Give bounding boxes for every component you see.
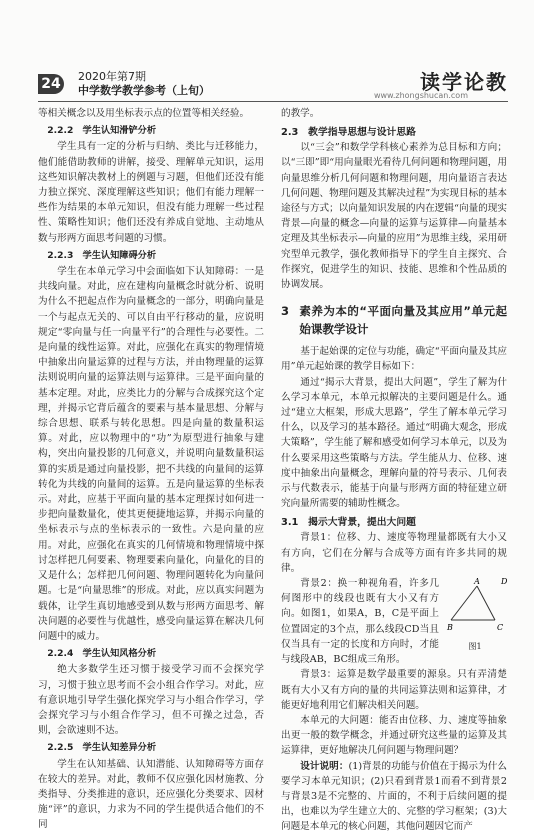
paragraph: 本单元的大问题：能否由位移、力、速度等抽象出更一般的数学概念，并通过研究这些量的运算及其运算律，更好地解决几何问题与物理问题？ [281,714,507,757]
design-label: 设计说明： [300,760,349,772]
paragraph: 背景3：运算是数学最重要的源泉。只有弄清楚既有大小又有方向的量的共同运算法则和运算律，才能更好地利用它们解决相关问题。 [281,669,507,711]
paragraph: 通过“揭示大背景，提出大问题”，学生了解为什么学习本单元，本单元拟解决的主要问题是什么。通过“建立大框架，形成大思路”，学生了解本单元学习什么，以及学习的基本路径。通过“明确大观念，形成大策略”，学生能了解和感受如何学习本单元，以及为什么要采用这些策略与方法。学生能从力、位移、速度中抽象出向量概念，理解向量的符号表示、几何表示与代数表示，能基于向量与形两方面的特征建立研究向量所需要的辅助性概念。 [281,376,507,510]
label-b: B [447,623,453,633]
right-column [281,106,507,835]
label-a: A [474,577,480,587]
section-heading: 3.1 揭示大背景，提出大问题 [281,517,416,529]
figure-caption: 图1 [468,642,482,652]
paragraph: 以“三会”和数学学科核心素养为总目标和方向；以“三即”即“用向量眼光看待几何问题和物理问题，用向量思维分析几何问题和物理问题，用向量语言表达几何问题、物理问题及其解决过程”为实现目标的基本途径与方式；以向量知识发展的内在逻辑“向量的现实背景—向量的概念—向量的运算与运算律—向量基本定理及其坐标表示—向量的应用”为思维主线，采用研究型单元教学，强化教师指导下的学生自主探究、合作探究，促进学生的知识、技能、思维和个性品质的协调发展。 [281,142,507,291]
subsection-heading: 2.2.2 学生认知滑铲分析 [47,125,157,137]
paragraph: 学生在认知基础、认知潜能、认知障碍等方面存在较大的差异。对此，教师不仅应强化因材施教、分类指导、分类推进的意识，还应强化分类要求、因材施“评”的意识，力求为不同的学生提供适合他们的不同 [38,758,264,831]
section-title-text: 素养为本的“平面向量及其应用”单元起始课教学设计 [299,304,507,337]
journal-name: 中学数学教学参考（上旬） [78,84,210,97]
design-text: (1)背景的功能与价值在于揭示为什么要学习本单元知识；(2)只看到背景1而看不到背景2与背景3是不完整的、片面的，不利于后续问题的提出，也难以为学生建立大的、完整的学习框架；(3)大问题是本单元的核心问题，其他问题因它而产 [281,760,508,833]
section-heading: 2.3 教学指导思想与设计思路 [281,127,416,139]
paragraph: 背景2：换一种视角看，许多几何图形中的线段也既有大小又有方向。如图1，如果A，B，C是平面上位置固定的3个点，那么线段CD当且仅当具有一定的长度和方向时，才能与线段AB，BC组成三角形。 [281,578,439,666]
figure-1 [443,576,507,654]
paragraph: 学生在本单元学习中会面临如下认知障碍：一是共线向量。对此，应在建构向量概念时就分析、说明为什么不把起点作为向量概念的一部分，明确向量是一个与起点无关的、可以自由平行移动的量，应说明规定“零向量与任一向量平行”的合理性与必要性。二是向量的线性运算。对此，应强化在真实的物理情境中抽象出向量运算的过程与方法，并由物理量的运算法则说明向量的运算法则与运算律。三是平面向量的基本定理。对此，应类比力的分解与合成探究这个定理，并揭示它背后蕴含的要素与基本量思想、分解与综合思想、联系与转化思想。四是向量的数量积运算。对此，应以物理中的“功”为原型进行抽象与建构，突出向量投影的几何意义，并说明向量数量积运算的实质是通过向量投影，把不共线的向量间的运算转化为共线的向量间的运算。五是向量运算的坐标表示。对此，应基于平面向量的基本定理探讨如何进一步把向量数量化，使其更便捷地运算，并揭示向量的坐标表示与点的坐标表示的一致性。六是向量的应用。对此，应强化在真实的几何情境和物理情境中探讨怎样把几何要素、物理要素向量化，向量化的目的又是什么；怎样把几何问题、物理问题转化为向量问题。七是“向量思维”的形成。对此，应以真实问题为载体，让学生真切地感受到从数与形两方面思考、解决问题的必要性与优越性，感受向量运算在解决几何问题中的威力。 [38,266,264,642]
journal-url: www.zhongshucan.com [373,91,468,100]
paragraph: 背景1：位移、力、速度等物理量都既有大小又有方向，它们在分解与合成等方面有许多共同的规律。 [281,532,507,574]
issue-label: 2020年第7期 [78,70,146,83]
page-header [38,64,508,104]
triangle-figure [443,576,507,634]
paragraph: 绝大多数学生还习惯于接受学习而不会探究学习，习惯于独立思考而不会小组合作学习。对此，应有意识地引导学生强化探究学习与小组合作学习，学会探究学习与小组合作学习，但不可操之过急，否则，会欲速则不达。 [38,664,264,737]
figure-block [281,576,507,667]
label-c: C [497,623,504,633]
column-title: 读学论教 [420,70,508,94]
subsection-heading: 2.2.3 学生认知障碍分析 [47,249,157,261]
paragraph: 基于起始课的定位与功能，确定“平面向量及其应用”单元起始课的教学目标如下： [281,346,507,373]
design-note [281,759,507,835]
section-title [281,302,507,338]
subsection-heading: 2.2.5 学生认知差异分析 [47,742,157,754]
section-number: 3 [281,304,290,319]
journal-info [78,70,210,98]
label-d: D [501,577,507,587]
page-number: 24 [38,74,64,94]
header-divider [38,101,508,102]
subsection-heading: 2.2.4 学生认知风格分析 [47,648,157,660]
left-column [38,106,264,833]
paragraph: 学生具有一定的分析与归纳、类比与迁移能力，他们能借助教师的讲解，接受、理解单元知识，运用这些知识解决教材上的例题与习题，但他们还没有能力独立探究、深度理解这些知识；他们有能力理解一些作为结果的本单元知识，但没有能力理解一些过程性、策略性知识；他们还没有养成自觉地、主动地从数与形两方面思考问题的习惯。 [38,141,264,244]
paragraph: 的教学。 [281,108,320,119]
paragraph: 等相关概念以及用坐标表示点的位置等相关经验。 [38,108,250,119]
